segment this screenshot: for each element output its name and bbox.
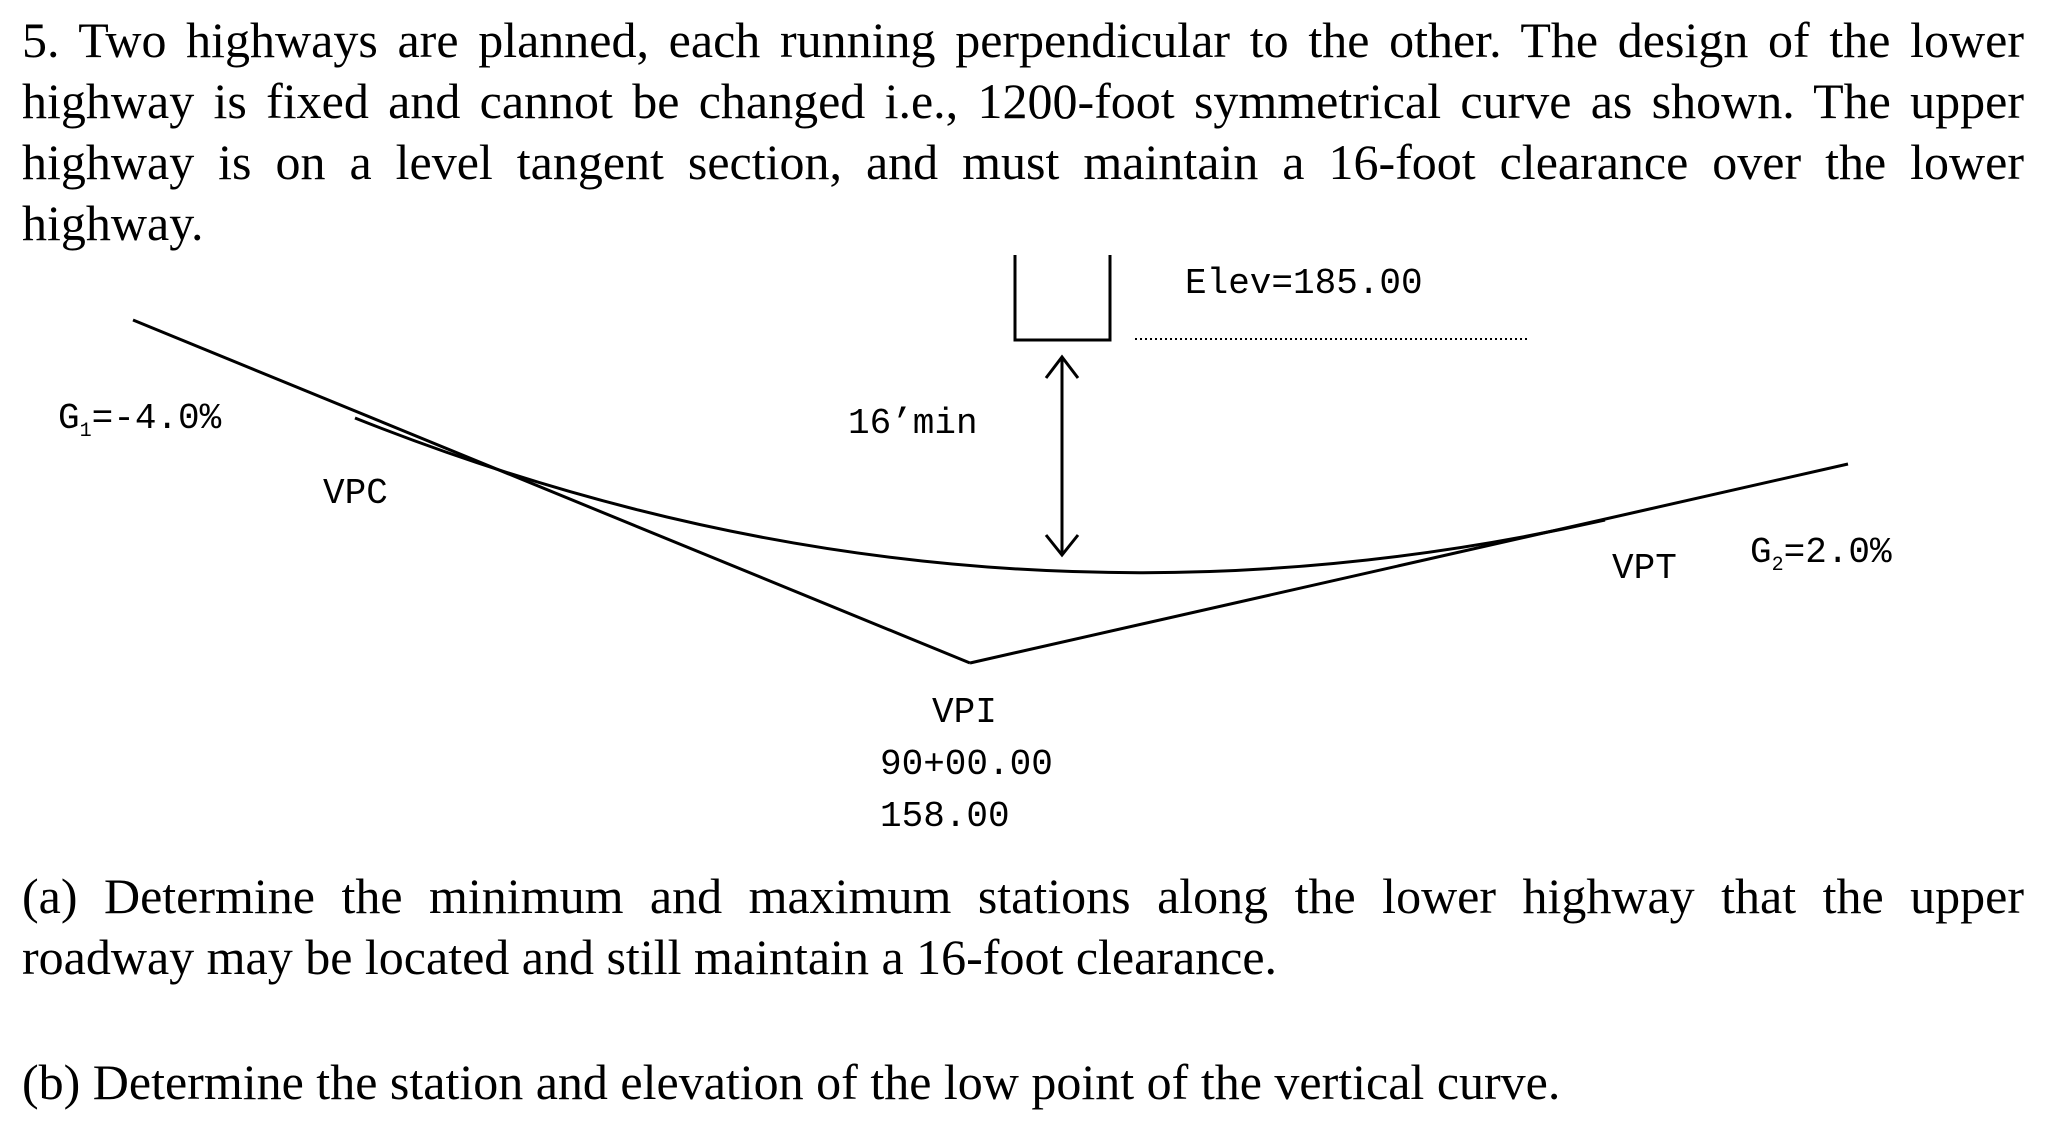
tangent-g2 bbox=[970, 464, 1848, 663]
elevation-label: Elev=185.00 bbox=[1185, 263, 1423, 304]
grade-g1-label: $G_1=-4.0\%$ bbox=[58, 398, 222, 443]
clearance-label: 16’min bbox=[848, 403, 978, 444]
vpc-label: VPC bbox=[323, 473, 388, 514]
question-part-b: (b) Determine the station and elevation of the low point of the vertical curve. bbox=[22, 1054, 1561, 1110]
vpi-label: VPI bbox=[932, 692, 997, 733]
problem-statement: 5. Two highways are planned, each running perpendicular to the other. The design of the lower highway is fixed and cannot be changed i.e., 1200-foot symmetrical curve as shown. The upper highway is on a level tangent section, and must maintain a 16-foot clearance over the lower highway. bbox=[22, 12, 2024, 251]
vertical-curve bbox=[355, 418, 1605, 573]
grade-g2-label: $G_2=2.0\%$ bbox=[1750, 532, 1892, 577]
upper-highway-section bbox=[1015, 255, 1110, 340]
vpt-label: VPT bbox=[1612, 548, 1677, 589]
clearance-arrow bbox=[1046, 357, 1078, 555]
question-part-a: (a) Determine the minimum and maximum stations along the lower highway that the upper roadway may be located and still maintain a 16-foot clearance. bbox=[22, 868, 2024, 985]
tangent-g1 bbox=[133, 320, 970, 663]
vpi-station-label: 90+00.00 bbox=[880, 744, 1053, 785]
vpi-elevation-label: 158.00 bbox=[880, 796, 1010, 837]
